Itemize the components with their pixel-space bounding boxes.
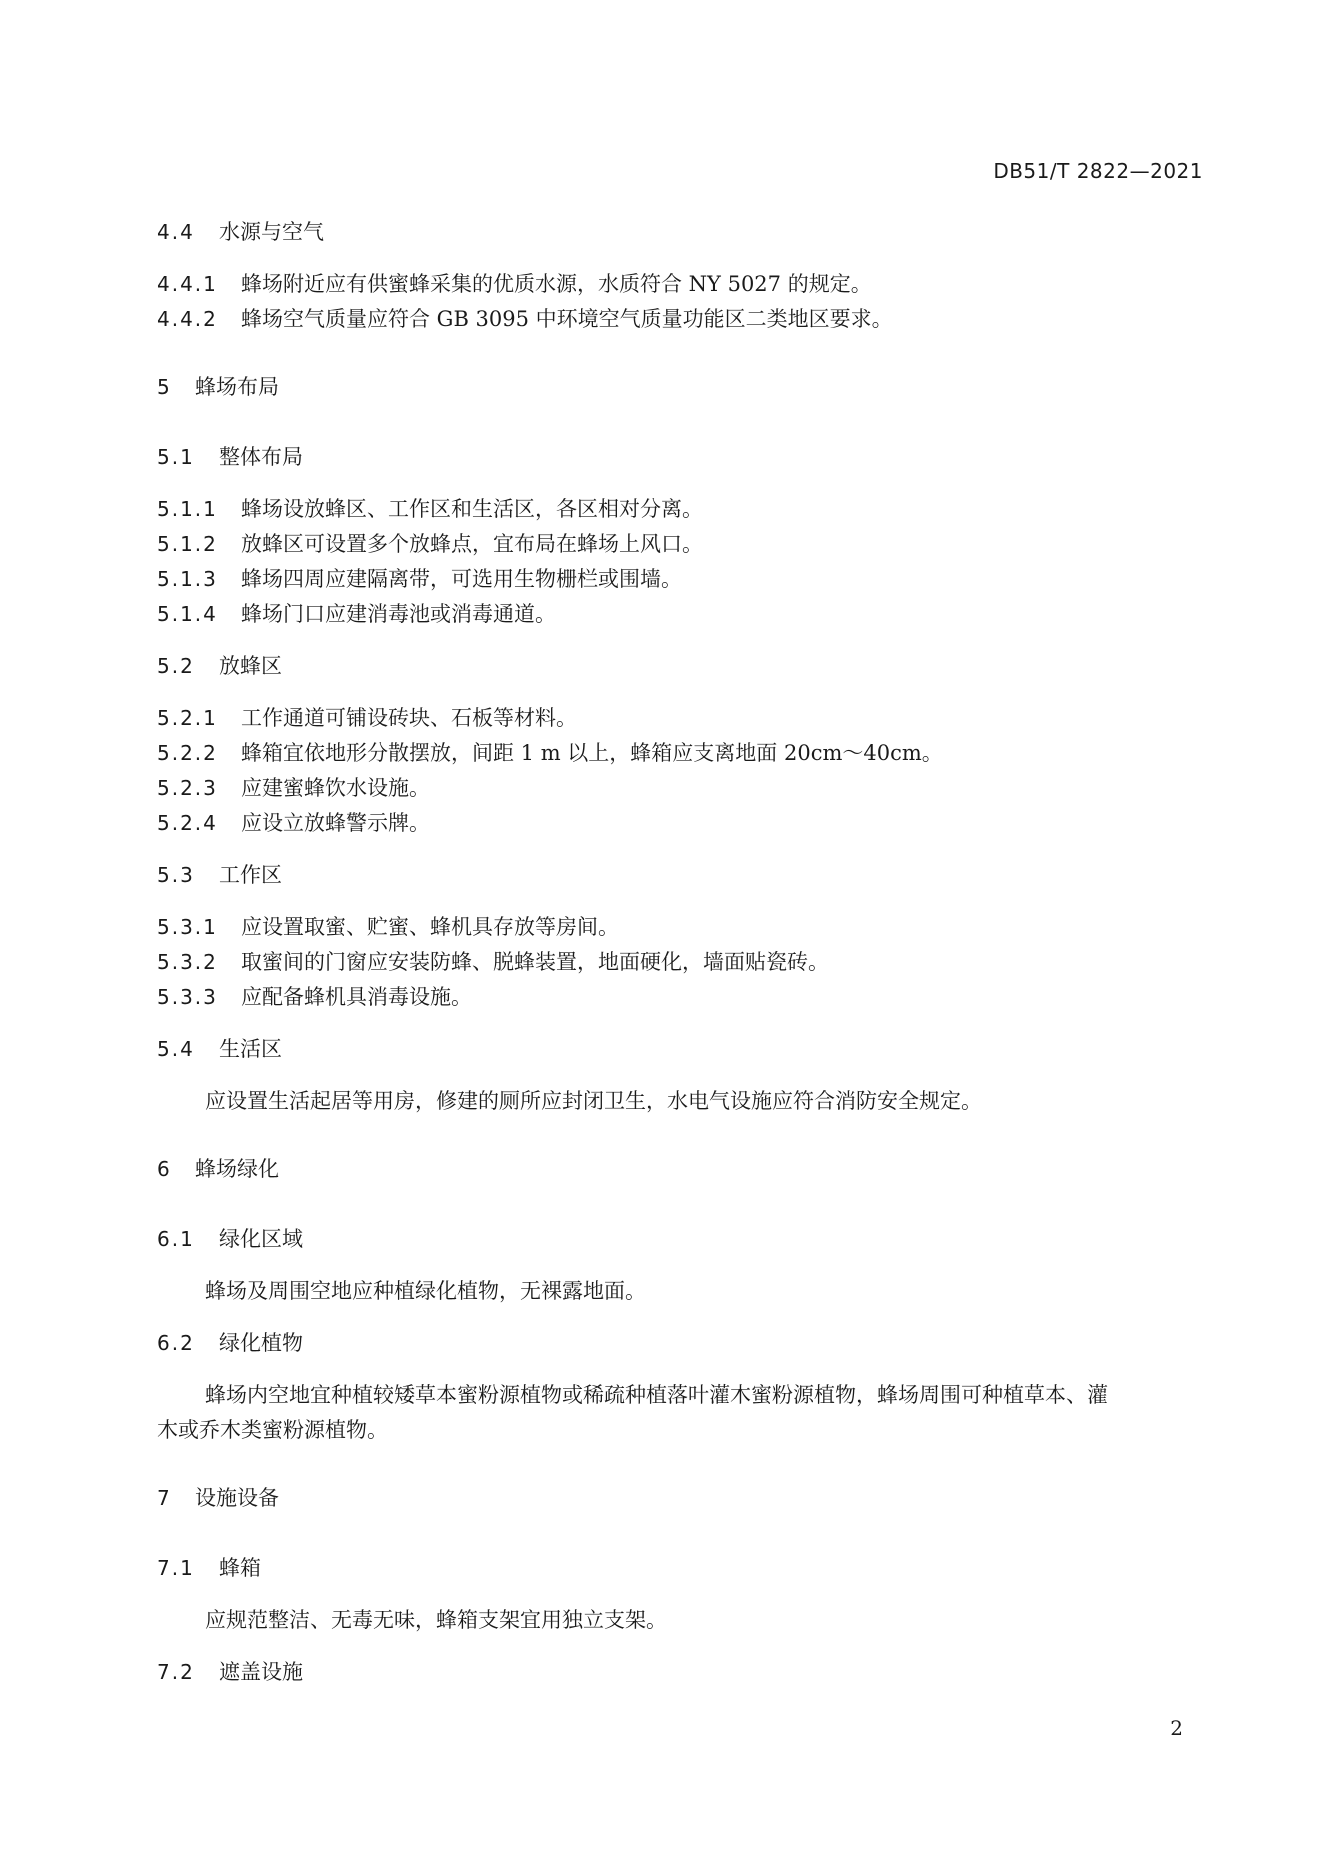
clause-text: 放蜂区可设置多个放蜂点，宜布局在蜂场上风口。: [241, 532, 703, 556]
clause-number: 5.3.2: [157, 950, 218, 974]
clause-number: 5.1.2: [157, 532, 218, 556]
clause-text: 应配备蜂机具消毒设施。: [241, 985, 472, 1009]
clause-number: 4.4.1: [157, 272, 218, 296]
section-title: 生活区: [219, 1037, 282, 1061]
clause-5-3-3: [157, 984, 472, 1010]
clause-text: 蜂场空气质量应符合 GB 3095 中环境空气质量功能区二类地区要求。: [241, 307, 893, 331]
section-title: 绿化区域: [219, 1227, 303, 1251]
clause-5-3-2: [157, 949, 829, 975]
paragraph-5-4: 应设置生活起居等用房，修建的厕所应封闭卫生，水电气设施应符合消防安全规定。: [205, 1089, 982, 1113]
section-heading-7-1: [157, 1555, 261, 1581]
chapter-heading-5: [157, 374, 279, 400]
section-number: 7.2: [157, 1660, 195, 1684]
section-number: 5.2: [157, 654, 195, 678]
clause-5-2-2: [157, 740, 943, 766]
section-title: 工作区: [219, 863, 282, 887]
clause-text: 蜂场门口应建消毒池或消毒通道。: [241, 602, 556, 626]
chapter-number: 6: [157, 1157, 172, 1181]
clause-5-2-4: [157, 810, 430, 836]
section-number: 7.1: [157, 1556, 195, 1580]
clause-number: 5.1.3: [157, 567, 218, 591]
clause-number: 5.2.2: [157, 741, 218, 765]
section-heading-4-4: [157, 219, 324, 245]
section-number: 6.1: [157, 1227, 195, 1251]
clause-text: 蜂场设放蜂区、工作区和生活区，各区相对分离。: [241, 497, 703, 521]
section-number: 5.3: [157, 863, 195, 887]
clause-text: 应设置取蜜、贮蜜、蜂机具存放等房间。: [241, 915, 619, 939]
section-number: 5.1: [157, 445, 195, 469]
section-heading-7-2: [157, 1659, 303, 1685]
paragraph-6-2-line-2: 木或乔木类蜜粉源植物。: [157, 1418, 388, 1442]
clause-text: 蜂场附近应有供蜜蜂采集的优质水源，水质符合 NY 5027 的规定。: [241, 272, 872, 296]
section-number: 6.2: [157, 1331, 195, 1355]
section-title: 整体布局: [219, 445, 303, 469]
clause-text: 工作通道可铺设砖块、石板等材料。: [241, 706, 577, 730]
document-id: DB51/T 2822—2021: [993, 159, 1203, 183]
clause-4-4-1: [157, 271, 872, 297]
clause-4-4-2: [157, 306, 893, 332]
section-heading-5-1: [157, 444, 303, 470]
section-number: 5.4: [157, 1037, 195, 1061]
clause-5-1-1: [157, 496, 703, 522]
clause-number: 5.1.4: [157, 602, 218, 626]
chapter-title: 蜂场布局: [195, 375, 279, 399]
clause-number: 5.2.1: [157, 706, 218, 730]
section-title: 遮盖设施: [219, 1660, 303, 1684]
page-number: 2: [1170, 1716, 1183, 1740]
chapter-number: 5: [157, 375, 172, 399]
clause-number: 5.2.4: [157, 811, 218, 835]
clause-number: 5.3.3: [157, 985, 218, 1009]
clause-number: 5.3.1: [157, 915, 218, 939]
clause-5-2-3: [157, 775, 430, 801]
section-title: 绿化植物: [219, 1331, 303, 1355]
clause-5-2-1: [157, 705, 577, 731]
section-heading-5-3: [157, 862, 282, 888]
chapter-number: 7: [157, 1486, 172, 1510]
clause-number: 5.1.1: [157, 497, 218, 521]
section-title: 水源与空气: [219, 220, 324, 244]
chapter-title: 设施设备: [195, 1486, 279, 1510]
section-heading-5-4: [157, 1036, 282, 1062]
chapter-title: 蜂场绿化: [195, 1157, 279, 1181]
clause-5-1-4: [157, 601, 556, 627]
section-title: 蜂箱: [219, 1556, 261, 1580]
clause-text: 蜂场四周应建隔离带，可选用生物栅栏或围墙。: [241, 567, 682, 591]
clause-5-1-3: [157, 566, 682, 592]
clause-text: 取蜜间的门窗应安装防蜂、脱蜂装置，地面硬化，墙面贴瓷砖。: [241, 950, 829, 974]
chapter-heading-6: [157, 1156, 279, 1182]
clause-5-3-1: [157, 914, 619, 940]
chapter-heading-7: [157, 1485, 279, 1511]
section-number: 4.4: [157, 220, 195, 244]
section-title: 放蜂区: [219, 654, 282, 678]
paragraph-7-1: 应规范整洁、无毒无味，蜂箱支架宜用独立支架。: [205, 1608, 667, 1632]
clause-text: 应建蜜蜂饮水设施。: [241, 776, 430, 800]
clause-text: 应设立放蜂警示牌。: [241, 811, 430, 835]
paragraph-6-1: 蜂场及周围空地应种植绿化植物，无裸露地面。: [205, 1279, 646, 1303]
section-heading-6-1: [157, 1226, 303, 1252]
paragraph-6-2-line-1: 蜂场内空地宜种植较矮草本蜜粉源植物或稀疏种植落叶灌木蜜粉源植物，蜂场周围可种植草本、灌: [205, 1383, 1108, 1407]
clause-text: 蜂箱宜依地形分散摆放，间距 1 m 以上，蜂箱应支离地面 20cm～40cm。: [241, 741, 943, 765]
clause-5-1-2: [157, 531, 703, 557]
clause-number: 4.4.2: [157, 307, 218, 331]
section-heading-5-2: [157, 653, 282, 679]
clause-number: 5.2.3: [157, 776, 218, 800]
section-heading-6-2: [157, 1330, 303, 1356]
